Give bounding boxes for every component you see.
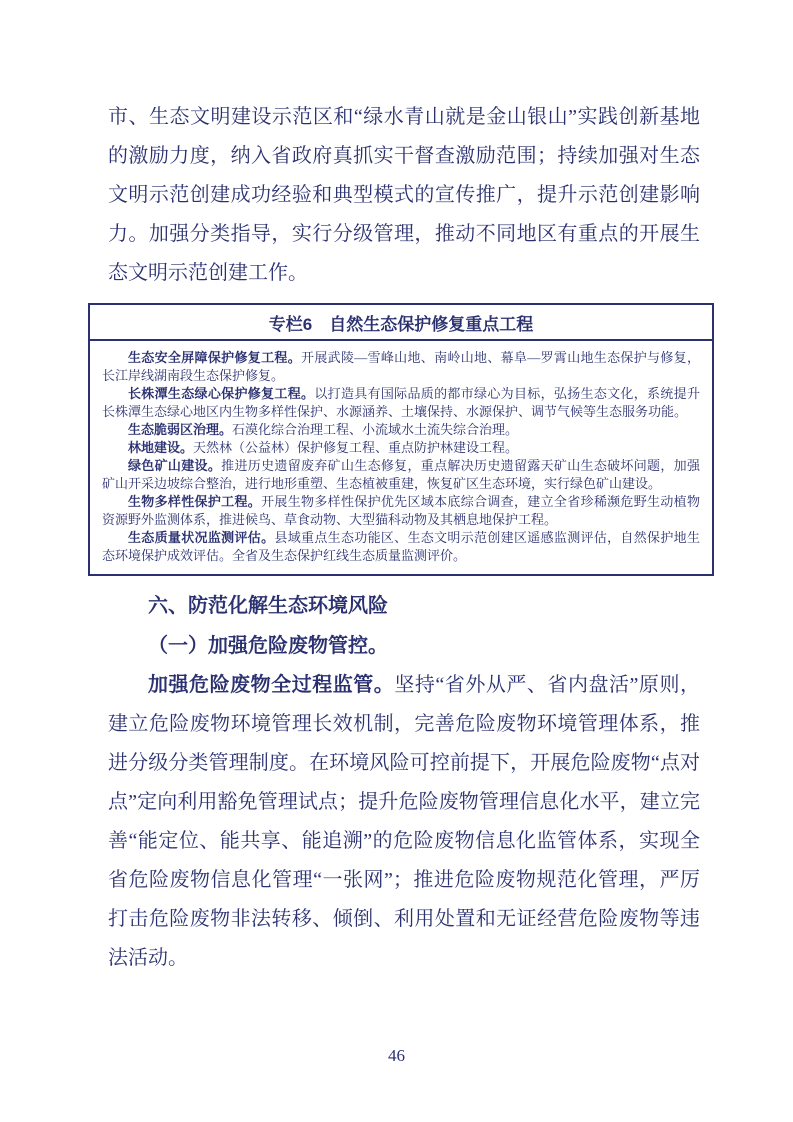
box-item (102, 385, 700, 421)
section-heading: 六、防范化解生态环境风险 (148, 595, 388, 617)
subsection-heading: （一）加强危险废物管控。 (148, 635, 388, 657)
box-item-lead: 长株潭生态绿心保护修复工程。 (128, 386, 315, 401)
box-item-lead: 生态脆弱区治理。 (128, 422, 233, 437)
box-item-text: 石漠化综合治理工程、小流域水土流失综合治理。 (232, 422, 519, 437)
box-item-lead: 绿色矿山建设。 (128, 458, 222, 473)
box-item (102, 439, 700, 457)
box-item-text: 县域重点生态功能区、生态文明示范创建区遥感监测评估，自然保护地生态环境保护成效评估。全省及生态保护红线生态质量监测评价。 (102, 530, 700, 563)
page-number: 46 (388, 1046, 405, 1065)
box-item-text: 开展生物多样性保护优先区域本底综合调查，建立全省珍稀濒危野生动植物资源野外监测体系，推进候鸟、草食动物、大型猫科动物及其栖息地保护工程。 (102, 494, 700, 527)
box-item-lead: 林地建设。 (128, 440, 194, 455)
box-item-lead: 生态安全屏障保护修复工程。 (128, 350, 302, 365)
box-item-lead: 生物多样性保护工程。 (128, 494, 262, 509)
box-item-text: 开展武陵—雪峰山地、南岭山地、幕阜—罗霄山地生态保护与修复，长江岸线湖南段生态保护修复。 (102, 350, 700, 383)
feature-box-title: 专栏6 自然生态保护修复重点工程 (90, 305, 712, 341)
feature-box-body (90, 341, 712, 574)
box-item (102, 493, 700, 529)
feature-box-column-6 (88, 303, 714, 576)
box-item-text: 推进历史遗留废弃矿山生态修复，重点解决历史遗留露天矿山生态破坏问题，加强矿山开采边坡综合整治，进行地形重塑、生态植被重建，恢复矿区生态环境，实行绿色矿山建设。 (102, 458, 700, 491)
box-item (102, 457, 700, 493)
paragraph-lead: 加强危险废物全过程监管。 (148, 674, 395, 696)
box-item-lead: 生态质量状况监测评估。 (128, 530, 275, 545)
body-paragraph (108, 666, 700, 978)
paragraph-text: 坚持“省外从严、省内盘活”原则，建立危险废物环境管理长效机制，完善危险废物环境管理体系，推进分级分类管理制度。在环境风险可控前提下，开展危险废物“点对点”定向利用豁免管理试点；提升危险废物管理信息化水平，建立完善“能定位、能共享、能追溯”的危险废物信息化监管体系，实现全省危险废物信息化管理“一张网”；推进危险废物规范化管理，严厉打击危险废物非法转移、倾倒、利用处置和无证经营危险废物等违法活动。 (108, 674, 700, 969)
box-item (102, 529, 700, 565)
box-item (102, 349, 700, 385)
box-item (102, 421, 700, 439)
paragraph-continuation (108, 98, 700, 293)
box-item-text: 天然林（公益林）保护修复工程、重点防护林建设工程。 (193, 440, 519, 455)
box-item-text: 以打造具有国际品质的都市绿心为目标，弘扬生态文化，系统提升长株潭生态绿心地区内生物多样性保护、水源涵养、土壤保持、水源保护、调节气候等生态服务功能。 (102, 386, 700, 419)
paragraph-continuation-text: 市、生态文明建设示范区和“绿水青山就是金山银山”实践创新基地的激励力度，纳入省政府真抓实干督查激励范围；持续加强对生态文明示范创建成功经验和典型模式的宣传推广，提升示范创建影响力。加强分类指导，实行分级管理，推动不同地区有重点的开展生态文明示范创建工作。 (108, 106, 700, 284)
